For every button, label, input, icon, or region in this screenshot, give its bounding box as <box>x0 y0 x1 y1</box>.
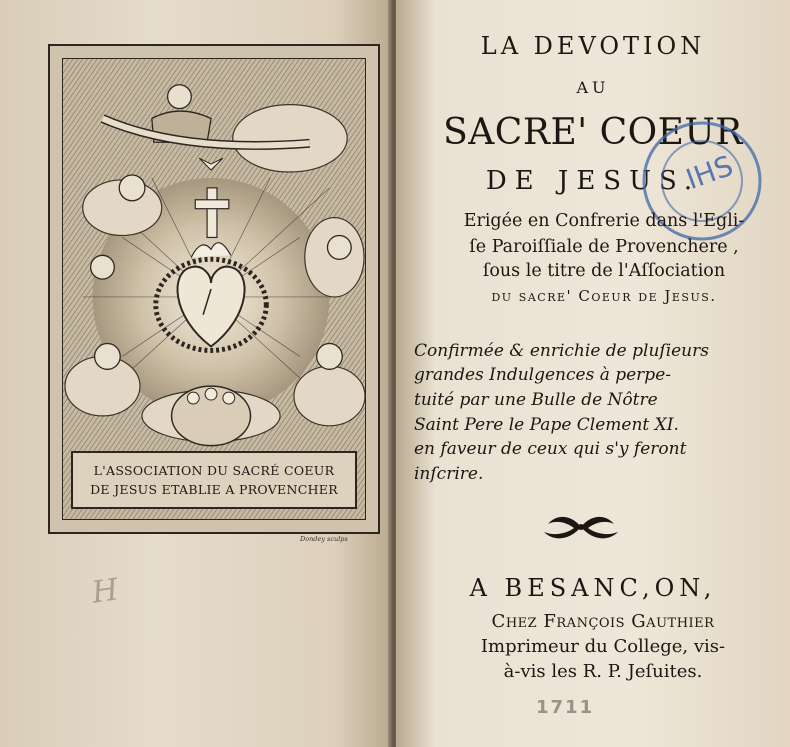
handwritten-date: 1711 <box>536 697 595 718</box>
italic-line-5: en faveur de ceux qui s'y feront <box>414 439 687 459</box>
subtitle-line-3: ſous le titre de l'Aſſociation <box>482 261 726 281</box>
title-page <box>396 0 790 747</box>
pencil-mark: H <box>89 572 121 611</box>
caption-line-1: L'ASSOCIATION DU SACRÉ COEUR <box>93 463 335 478</box>
subtitle-line-1: Erigée en Confrerie dans l'Egli- <box>463 211 745 231</box>
italic-line-2: grandes Indulgences à perpe- <box>414 365 671 385</box>
subtitle-line-4: du sacre' Coeur de Jesus. <box>491 287 717 305</box>
engraving-frame <box>48 44 380 534</box>
title-line-1: LA DEVOTION <box>480 32 706 60</box>
printer-line-2: Imprimeur du College, vis- <box>480 636 726 657</box>
fleuron-ornament-icon <box>536 512 626 542</box>
italic-line-3: tuité par une Bulle de Nôtre <box>414 390 658 410</box>
imprint-place: A BESANC,ON, <box>469 574 717 602</box>
title-line-4: DE JESUS. <box>485 166 701 196</box>
printer-line-3: à-vis les R. P. Jeſuites. <box>503 661 703 682</box>
title-line-3: SACRE' COEUR <box>443 112 743 153</box>
engraving-caption <box>71 451 357 509</box>
italic-line-4: Saint Pere le Pape Clement XI. <box>414 415 679 435</box>
printer-line-1: Chez François Gauthier <box>491 611 715 632</box>
italic-line-1: Confirmée & enrichie de pluſieurs <box>414 341 709 361</box>
italic-line-6: inſcrire. <box>414 464 484 484</box>
engraving-plate <box>62 58 366 520</box>
title-line-2: AU <box>576 78 610 97</box>
engraver-signature: Dondey sculps <box>300 535 348 543</box>
left-page <box>0 0 392 747</box>
subtitle-line-2: ſe Paroiſſiale de Provenchere , <box>469 237 739 257</box>
sacred-heart-engraving <box>63 59 365 519</box>
caption-line-2: DE JESUS ETABLIE A PROVENCHER <box>90 482 338 497</box>
library-stamp-mark: IHS <box>681 148 738 197</box>
